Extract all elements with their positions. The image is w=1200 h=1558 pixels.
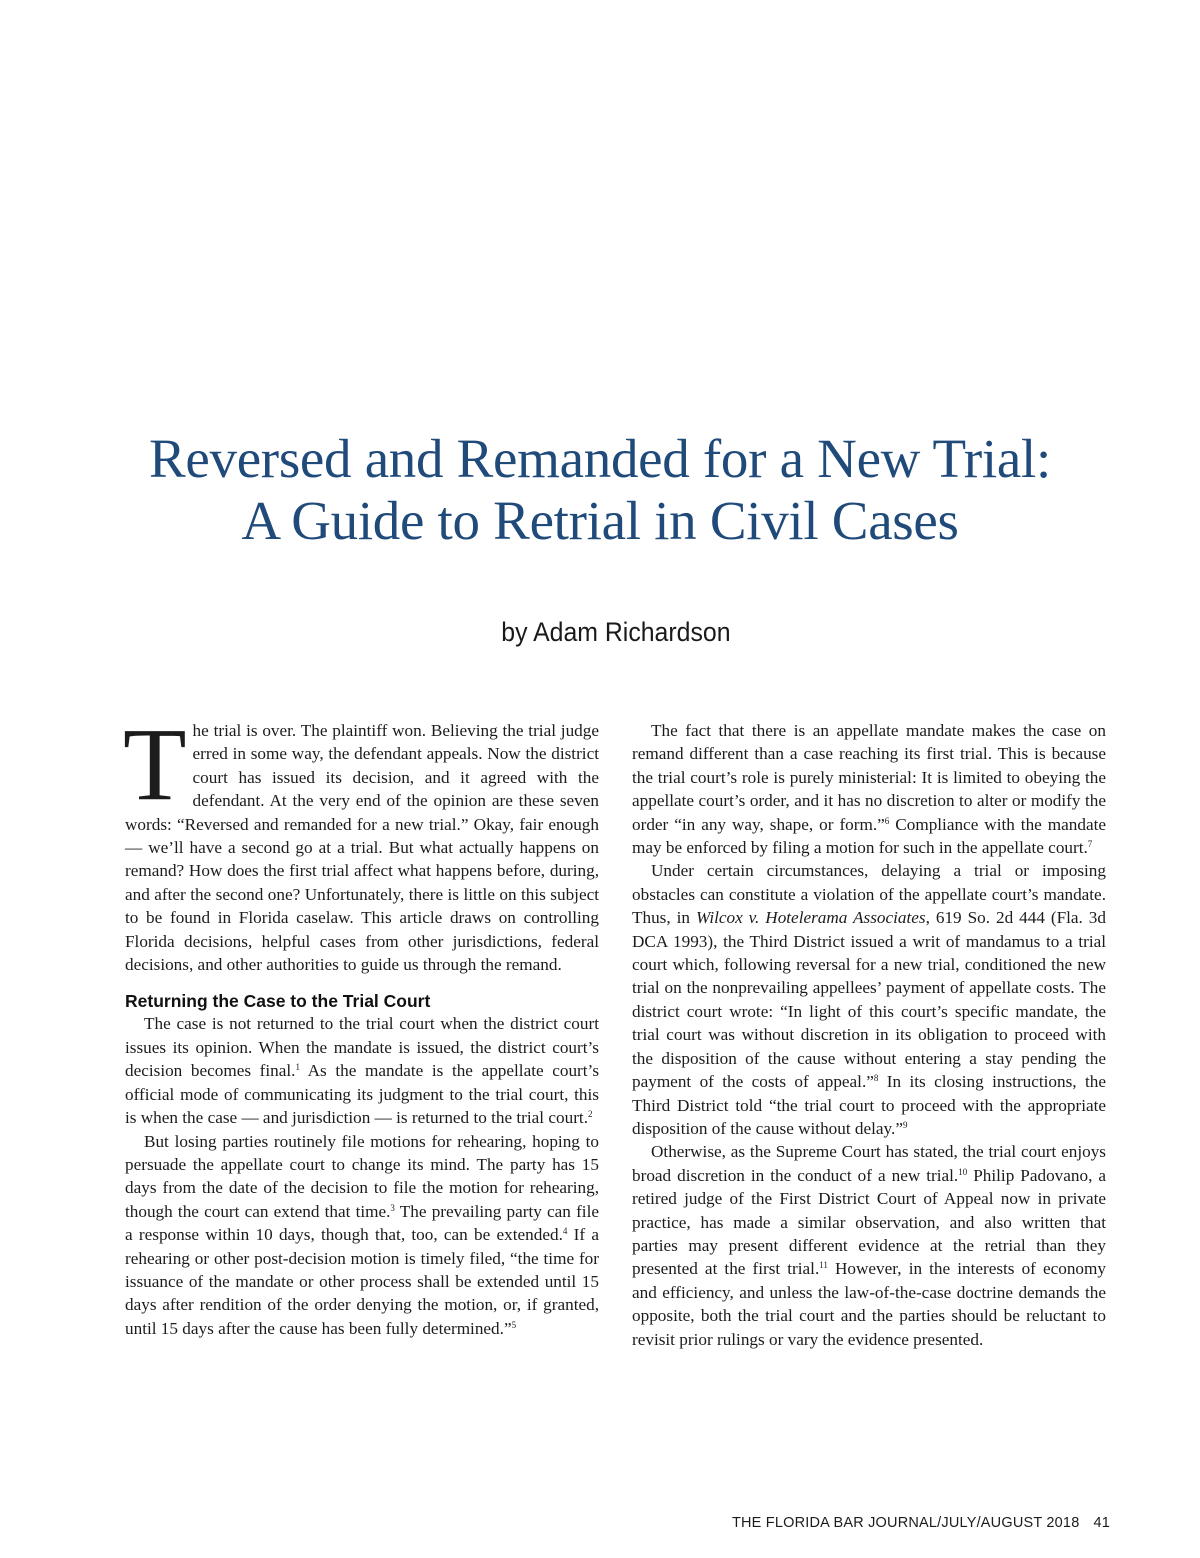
title-line-2: A Guide to Retrial in Civil Cases — [241, 490, 959, 551]
intro-paragraph — [123, 707, 599, 976]
paragraph-text: Compliance with the mandate may be enforced by filing a motion for such in the appellate court. — [632, 814, 1106, 858]
byline: by Adam Richardson — [501, 617, 731, 647]
paragraph-text: The fact that there is an appellate mandate makes the case on remand different than a case reaching its first trial. This is because the trial court’s role is purely ministerial: It is limited to obeying the appellate court’s order, and it has no discretion to alter or modify the order “in any way, shape, or form.” — [632, 721, 1106, 834]
page-footer — [600, 1515, 1110, 1531]
footnote-ref: 10 — [958, 1166, 968, 1177]
left-column — [123, 707, 600, 1340]
right-column — [632, 719, 1106, 1351]
footnote-ref: 1 — [295, 1062, 300, 1073]
paragraph-mandate — [125, 1012, 599, 1129]
paragraph-discretion — [632, 1140, 1106, 1351]
page-number: 41 — [1093, 1515, 1110, 1531]
paragraph-rehearing — [125, 1130, 599, 1341]
intro-text: he trial is over. The plaintiff won. Believing the trial judge erred in some way, the defendant appeals. Now the district court has issued its decision, and it agreed with the defendant. At the very end of the opinion are these seven words: “Reversed and remanded for a new trial.” Okay, fair enough — we’ll have a second go at a trial. But what actually happens on remand? How does the first trial affect what happens before, during, and after the second one? Unfortunately, there is little on this subject to be found in Florida caselaw. This article draws on controlling Florida decisions, helpful cases from other jurisdictions, federal decisions, and other authorities to guide us through the remand. — [125, 721, 599, 975]
footnote-ref: 9 — [902, 1119, 908, 1130]
section-heading: Returning the Case to the Trial Court — [125, 991, 431, 1012]
paragraph-wilcox — [632, 859, 1106, 1140]
journal-name: THE FLORIDA BAR JOURNAL/JULY/AUGUST 2018 — [731, 1515, 1080, 1531]
paragraph-text: Philip Padovano, a retired judge of the First District Court of Appeal now in private practice, has made a similar observation, and also written that parties may present different evidence at the retrial than they presented at the first trial. — [632, 1165, 1106, 1279]
paragraph-text: If a rehearing or other post-decision motion is timely filed, “the time for issuance of the mandate or other process shall be extended until 15 days after rendition of the order denying the motion, or, if granted, until 15 days after the cause has been fully determined.” — [125, 1225, 599, 1338]
case-citation: Wilcox v. Hotelerama Associates — [695, 908, 926, 928]
footnote-ref: 4 — [562, 1226, 568, 1237]
paragraph-text: However, in the interests of economy and efficiency, and unless the law-of-the-case doctrine demands the opposite, both the trial court and the parties should be reluctant to revisit prior rulings or vary the evidence presented. — [632, 1259, 1106, 1349]
paragraph-text: , 619 So. 2d 444 (Fla. 3d DCA 1993), the Third District issued a writ of mandamus to a trial court which, following reversal for a new trial, conditioned the new trial on the nonprevailing appellees’ payment of appellate costs. The district court wrote: “In light of this court’s specific mandate, the trial court was without discretion in its obligation to proceed with the disposition of the cause without entering a stay pending the payment of the costs of appeal.” — [632, 908, 1106, 1092]
paragraph-text: Under certain circumstances, delaying a trial or imposing obstacles can constitute a violation of the appellate court’s mandate. Thus, in — [632, 861, 1106, 928]
footnote-ref: 2 — [588, 1109, 593, 1120]
footnote-ref: 5 — [511, 1319, 517, 1330]
footnote-ref: 6 — [884, 815, 890, 826]
paragraph-text: In its closing instructions, the Third District told “the trial court to proceed with the appropriate disposition of the cause without delay.” — [632, 1072, 1106, 1138]
footnote-ref: 8 — [873, 1073, 879, 1084]
paragraph-text: But losing parties routinely file motions for rehearing, hoping to persuade the appellate court to change its mind. The party has 15 days from the date of the decision to file the motion for rehearing, though the court can extend that time. — [125, 1131, 599, 1221]
paragraph-text: As the mandate is the appellate court’s official mode of communicating its judgment to the trial court, this is when the case — and jurisdiction — is returned to the trial court. — [125, 1061, 600, 1128]
paragraph-text: Otherwise, as the Supreme Court has stated, the trial court enjoys broad discretion in the conduct of a new trial. — [632, 1142, 1106, 1185]
paragraph-text: The prevailing party can file a response within 10 days, though that, too, can be extended. — [125, 1201, 599, 1245]
paragraph-appellate-mandate — [632, 719, 1106, 859]
footnote-ref: 3 — [390, 1202, 395, 1213]
article-title — [0, 428, 1200, 552]
title-line-1: Reversed and Remanded for a New Trial: — [149, 428, 1051, 489]
footnote-ref: 11 — [819, 1260, 828, 1271]
drop-cap: T — [123, 707, 187, 822]
paragraph-text: The case is not returned to the trial court when the district court issues its opinion. When the mandate is issued, the district court’s decision becomes final. — [125, 1014, 599, 1081]
footnote-ref: 7 — [1087, 839, 1093, 850]
